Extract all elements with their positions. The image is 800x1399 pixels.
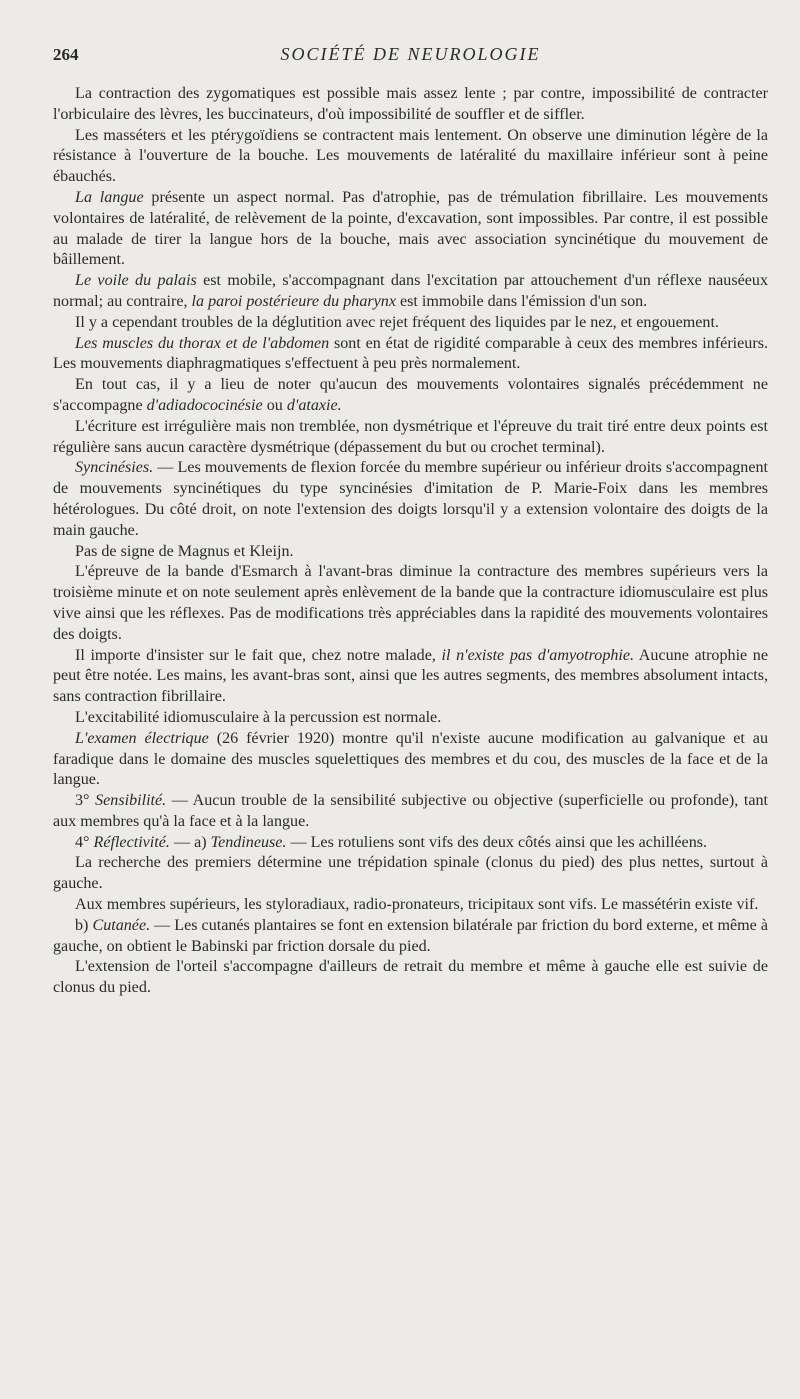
paragraph bbox=[53, 458, 768, 541]
paragraph bbox=[53, 334, 768, 376]
text-run: Les masséters et les ptérygoïdiens se contractent mais lentement. On observe une diminution légère de la résistance à l'ouverture de la bouche. Les mouvements de latéralité du maxillaire inférieur sont à peine ébauchés. bbox=[53, 126, 768, 186]
paragraph bbox=[53, 313, 768, 334]
italic-text: La langue bbox=[75, 188, 144, 206]
text-run: est immobile dans l'émission d'un son. bbox=[395, 292, 648, 310]
text-run: 3° bbox=[75, 792, 96, 810]
text-run: Aux membres supérieurs, les styloradiaux, radio-pronateurs, tricipitaux sont vifs. Le massétérin existe vif. bbox=[75, 896, 759, 914]
paragraph bbox=[53, 916, 768, 958]
paragraph bbox=[53, 542, 768, 563]
text-run: ou bbox=[262, 396, 287, 414]
italic-text: L'examen électrique bbox=[75, 729, 209, 747]
italic-text: Réflectivité. bbox=[93, 833, 170, 851]
paragraph bbox=[53, 791, 768, 833]
italic-text: Cutanée. bbox=[92, 916, 151, 934]
page-header bbox=[53, 44, 768, 78]
text-run: Il importe d'insister sur le fait que, chez notre malade, bbox=[75, 646, 442, 664]
text-run: — Les cutanés plantaires se font en extension bilatérale par friction du bord externe, et même à gauche, on obtient le Babinski par friction dorsale du pied. bbox=[53, 916, 768, 955]
paragraph bbox=[53, 84, 768, 126]
text-run: présente un aspect normal. Pas d'atrophie, pas de trémulation fibrillaire. Les mouvements volontaires de latéralité, de relèvement de la pointe, d'excavation, sont impossibles. Par contre, il est possible au malade de tirer la langue hors de la bouche, mais avec association syncinétique du mouvement de bâillement. bbox=[53, 188, 768, 269]
text-run: — Aucun trouble de la sensibilité subjective ou objective (superficielle ou profonde), tant aux membres qu'à la face et à la langue. bbox=[53, 792, 768, 830]
text-run: L'excitabilité idiomusculaire à la percussion est normale. bbox=[75, 708, 442, 726]
text-run: b) bbox=[75, 916, 93, 934]
text-run: sont en état de rigidité comparable à ceux des membres inférieurs. Les mouvements diaphragmatiques s'effectuent à peu près normalement. bbox=[53, 334, 768, 373]
italic-text: Tendineuse. bbox=[210, 833, 287, 851]
text-run: La recherche des premiers détermine une trépidation spinale (clonus du pied) des plus nettes, surtout à gauche. bbox=[53, 854, 768, 893]
paragraph bbox=[53, 271, 768, 313]
text-run: Il y a cependant troubles de la déglutition avec rejet fréquent des liquides par le nez, et engouement. bbox=[75, 313, 719, 331]
paragraph bbox=[53, 729, 768, 791]
paragraph bbox=[53, 646, 768, 708]
text-run: — Les rotuliens sont vifs des deux côtés ainsi que les achilléens. bbox=[286, 833, 708, 851]
running-head: SOCIÉTÉ DE NEUROLOGIE bbox=[280, 44, 541, 64]
page-number: 264 bbox=[53, 45, 79, 64]
paragraph bbox=[53, 126, 768, 188]
paragraph bbox=[53, 957, 768, 999]
paragraph bbox=[53, 188, 768, 271]
paragraph bbox=[53, 562, 768, 645]
text-run: L'écriture est irrégulière mais non tremblée, non dysmétrique et l'épreuve du trait tiré entre deux points est régulière sans aucun caractère dysmétrique (dépassement du but ou crochet terminal). bbox=[53, 417, 768, 456]
text-run: Aucune atrophie ne peut être notée. Les mains, les avant-bras sont, ainsi que les autres segments, des membres absolument intacts, sans contraction fibrillaire. bbox=[53, 646, 768, 706]
text-run: — Les mouvements de flexion forcée du membre supérieur ou inférieur droits s'accompagnent de mouvements syncinétiques du type syncinésies d'imitation de P. Marie-Foix dans les membres hétérologues. Du côté droit, on note l'extension des doigts lorsqu'il y a extension volontaire des doigts de la main gauche. bbox=[53, 459, 768, 539]
paragraph bbox=[53, 895, 768, 916]
text-run: — a) bbox=[169, 833, 211, 851]
text-run: La contraction des zygomatiques est possible mais assez lente ; par contre, impossibilité de contracter l'orbiculaire des lèvres, les buccinateurs, d'où impossibilité de souffler et de siffler. bbox=[53, 85, 768, 123]
paragraph bbox=[53, 375, 768, 417]
text-run: (26 février 1920) montre qu'il n'existe aucune modification au galvanique et au faradique dans le domaine des muscles squelettiques des membres et du cou, des muscles de la face et de la langue. bbox=[53, 729, 768, 789]
italic-text: d'adiadococinésie bbox=[146, 396, 263, 414]
body-text bbox=[53, 84, 768, 999]
italic-text: Sensibilité. bbox=[95, 792, 167, 810]
paragraph bbox=[53, 417, 768, 459]
italic-text: Le voile du palais bbox=[75, 272, 197, 290]
text-run: 4° bbox=[75, 833, 94, 851]
text-run: En tout cas, il y a lieu de noter qu'aucun des mouvements volontaires signalés précédemment ne s'accompagne bbox=[53, 376, 768, 414]
paragraph bbox=[53, 833, 768, 854]
text-run: L'extension de l'orteil s'accompagne d'ailleurs de retrait du membre et même à gauche elle est suivie de clonus du pied. bbox=[53, 958, 768, 997]
paragraph bbox=[53, 708, 768, 729]
text-run: L'épreuve de la bande d'Esmarch à l'avant-bras diminue la contracture des membres supérieurs vers la troisième minute et on note seulement après enlèvement de la bande que la contracture idiomusculaire est plus vive ainsi que les réflexes. Pas de modifications très appréciables dans la rapidité des mouvements volontaires des doigts. bbox=[53, 563, 768, 643]
text-run: Pas de signe de Magnus et Kleijn. bbox=[75, 542, 294, 560]
paragraph bbox=[53, 853, 768, 895]
italic-text: d'ataxie. bbox=[286, 396, 342, 414]
italic-text: Syncinésies. bbox=[75, 459, 154, 477]
text-run: est mobile, s'accompagnant dans l'excitation par attouchement d'un réflexe nauséeux normal; au contraire, bbox=[53, 272, 768, 310]
italic-text: Les muscles du thorax et de l'abdomen bbox=[75, 334, 330, 352]
italic-text: la paroi postérieure du pharynx bbox=[191, 292, 396, 310]
italic-text: il n'existe pas d'amyotrophie. bbox=[441, 646, 635, 664]
